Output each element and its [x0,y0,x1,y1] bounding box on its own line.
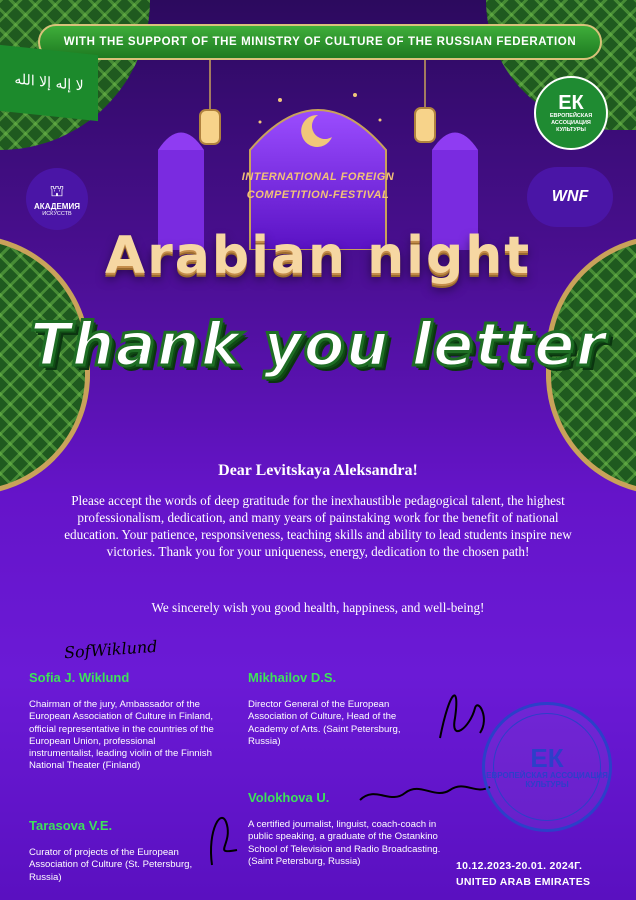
signatory-mikhailov: Mikhailov D.S. Director General of the European Association of Culture, Head of the Academy of Arts. (Saint Petersburg, Russia) [248,670,401,747]
title-thank-you-letter: Thank you letter [29,310,607,380]
signature-tarasova-icon [192,800,252,870]
official-stamp: ЕК ЕВРОПЕЙСКАЯ АССОЦИАЦИЯ КУЛЬТУРЫ [482,702,612,832]
banner-text: WITH THE SUPPORT OF THE MINISTRY OF CULTURE OF THE RUSSIAN FEDERATION [63,36,577,48]
event-dates-location: 10.12.2023-20.01. 2024Г. UNITED ARAB EMIRATES [456,860,591,888]
signatory-wiklund: Sofia J. Wiklund Chairman of the jury, Ambassador of the European Association of Culture in Finland, official representative in the countries of the European Union, professional instrumentalist, leading violin of the Finnish National Theater (Finland) [29,670,214,772]
academy-building-icon: ⛫ [49,182,65,200]
letter-wish: We sincerely wish you good health, happiness, and well-being! [151,600,485,615]
ministry-banner [38,24,602,60]
signature-wiklund: SofWiklund [63,636,159,663]
festival-name: INTERNATIONAL FOREIGN COMPETITION-FESTIVAL [241,171,395,201]
greeting: Dear Levitskaya Aleksandra! [218,462,418,479]
signature-volokhova-icon [355,775,495,815]
saudi-flag-icon: لا إله إلا الله [0,45,98,121]
eak-logo: ЕК ЕВРОПЕЙСКАЯ АССОЦИАЦИЯ КУЛЬТУРЫ [534,76,608,150]
title-arabian-night: Arabian night [104,226,532,286]
letter-body: Please accept the words of deep gratitude for the inexhaustible pedagogical talent, the highest professionalism, dedication, and many years of painstaking work for the benefit of national education. Your patience, responsiveness, teaching skills and ability to lead students inspire new victories. Thank you for your uniqueness, energy, dedication to the chosen path! [64,493,572,559]
wnf-logo: WNF [527,167,613,227]
palace-illustration [140,60,496,250]
lantern-right-icon [415,60,435,142]
signatory-tarasova: Tarasova V.E. Curator of projects of the European Association of Culture (St. Petersburg, Russia) [29,818,193,883]
signatory-volokhova: Volokhova U. A certified journalist, linguist, coach-coach in public speaking, a graduate of the Ostankino School of Television and Radio Broadcasting. (Saint Petersburg, Russia) [248,790,441,867]
akademia-logo: ⛫ АКАДЕМИЯ ИСКУССТВ [26,168,88,230]
lantern-left-icon [200,60,220,144]
